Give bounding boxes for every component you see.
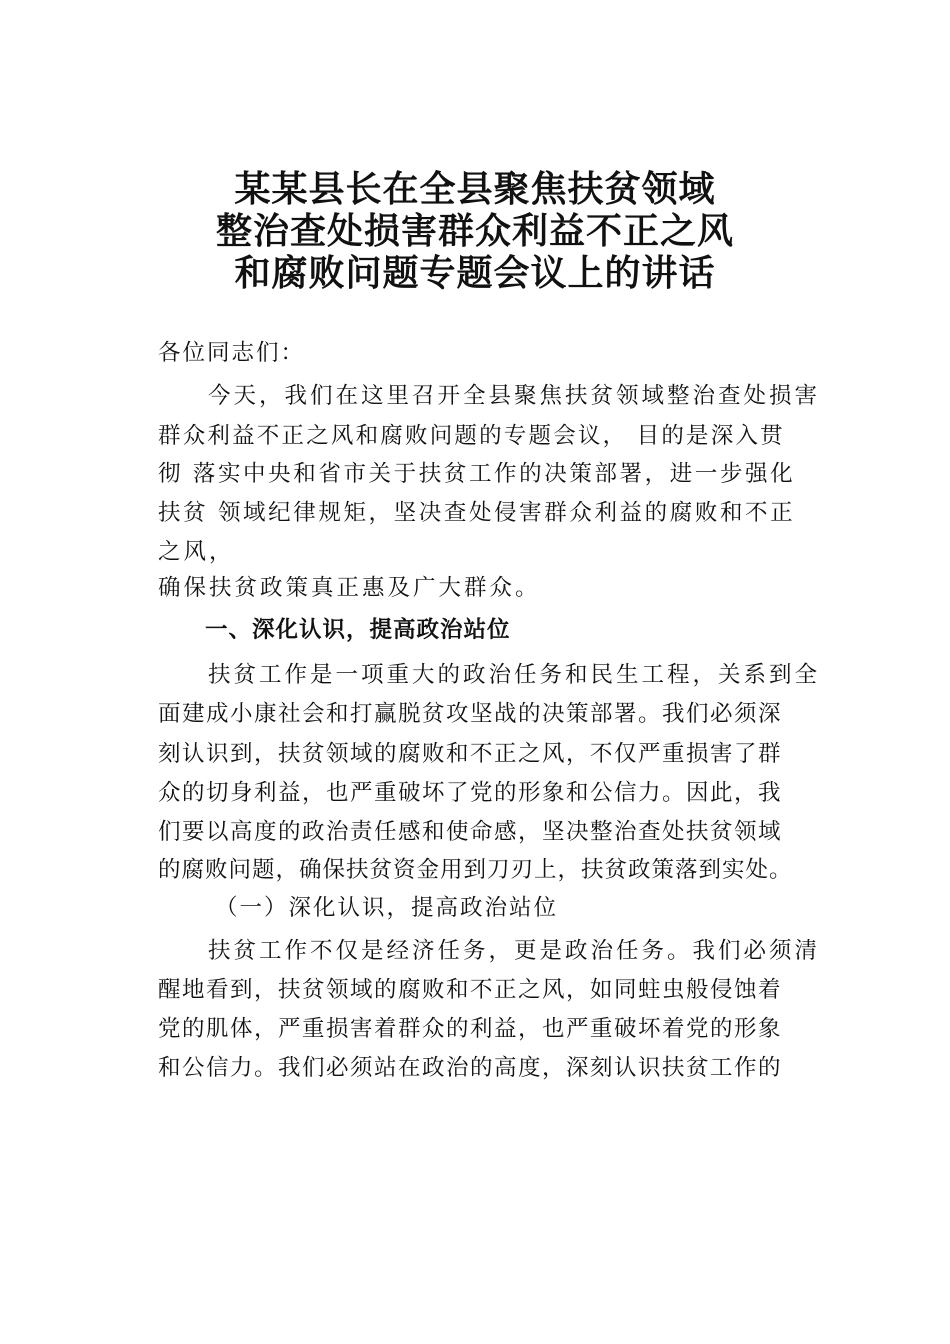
document-title-line-1: 某某县长在全县聚焦扶贫领域 bbox=[234, 169, 716, 210]
document-title-line-3: 和腐败问题专题会议上的讲话 bbox=[234, 253, 716, 294]
section-paragraph-line: 的腐败问题，确保扶贫资金用到刀刃上，扶贫政策落到实处。 bbox=[158, 857, 793, 883]
subsection-paragraph-line: 醒地看到，扶贫领域的腐败和不正之风，如同蛀虫般侵蚀着 bbox=[158, 977, 783, 1003]
subsection-paragraph-line: 和公信力。我们必须站在政治的高度，深刻认识扶贫工作的 bbox=[158, 1055, 783, 1081]
section-paragraph-line: 众的切身利益，也严重破坏了党的形象和公信力。因此，我 bbox=[158, 780, 783, 806]
section-paragraph-line: 们要以高度的政治责任感和使命感，坚决整治查处扶贫领域 bbox=[158, 819, 783, 845]
intro-line: 扶贫 领域纪律规矩，坚决查处侵害群众利益的腐败和不正 bbox=[158, 500, 796, 526]
section-heading: 一、深化认识，提高政治站位 bbox=[205, 617, 511, 643]
salutation: 各位同志们： bbox=[158, 340, 306, 366]
section-paragraph-line: 扶贫工作是一项重大的政治任务和民生工程，关系到全 bbox=[208, 662, 821, 688]
section-paragraph-line: 刻认识到，扶贫领域的腐败和不正之风，不仅严重损害了群 bbox=[158, 741, 783, 767]
section-paragraph-line: 面建成小康社会和打赢脱贫攻坚战的决策部署。我们必须深 bbox=[158, 701, 783, 727]
subsection-heading: （一）深化认识，提高政治站位 bbox=[215, 895, 559, 921]
intro-line: 确保扶贫政策真正惠及广大群众。 bbox=[158, 575, 541, 601]
subsection-paragraph-line: 扶贫工作不仅是经济任务，更是政治任务。我们必须清 bbox=[208, 938, 821, 964]
document-title-line-2: 整治查处损害群众利益不正之风 bbox=[215, 211, 734, 252]
intro-line: 彻 落实中央和省市关于扶贫工作的决策部署，进一步强化 bbox=[158, 461, 796, 487]
intro-line: 今天，我们在这里召开全县聚焦扶贫领域整治查处损害 bbox=[208, 383, 821, 409]
intro-line: 群众利益不正之风和腐败问题的专题会议， 目的是深入贯 bbox=[158, 423, 785, 449]
intro-line: 之风， bbox=[158, 539, 235, 565]
subsection-paragraph-line: 党的肌体，严重损害着群众的利益，也严重破坏着党的形象 bbox=[158, 1016, 783, 1042]
